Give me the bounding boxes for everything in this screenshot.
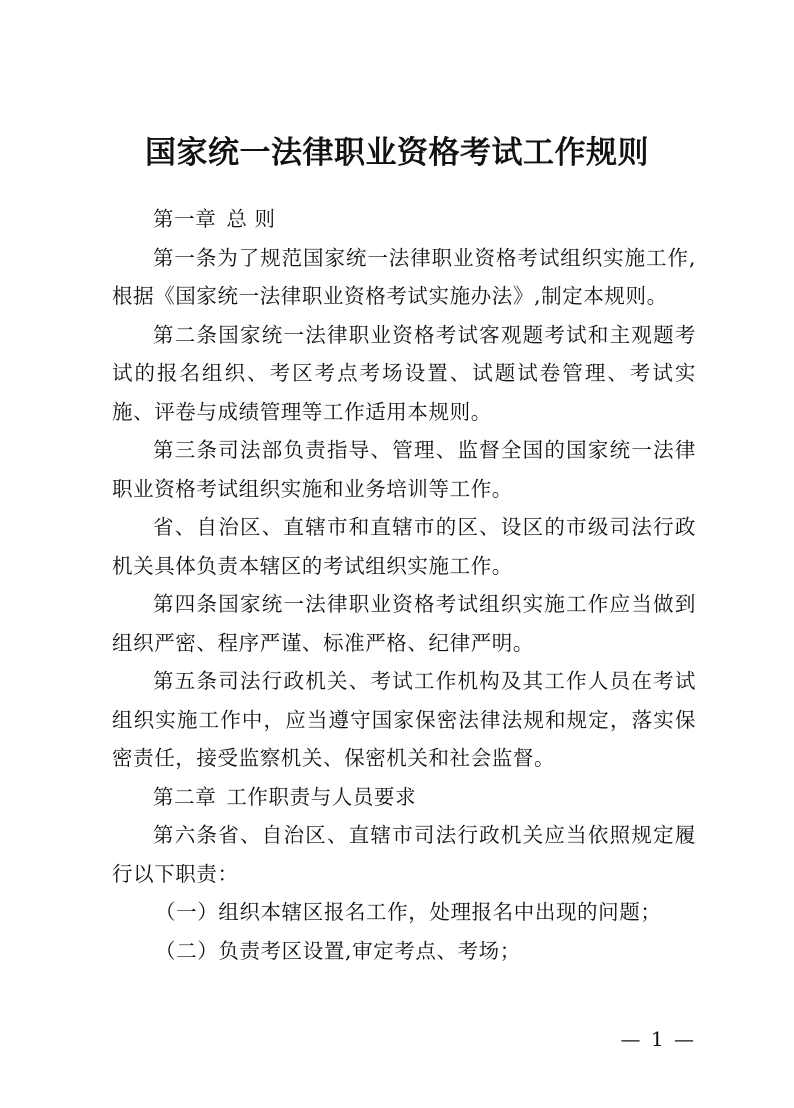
document-title: 国家统一法律职业资格考试工作规则: [145, 135, 649, 171]
article-6: 第六条省、自治区、直辖市司法行政机关应当依照规定履行以下职责：: [112, 823, 696, 886]
chapter-one-label: 第一章: [153, 207, 217, 231]
article-3: 第三条司法部负责指导、管理、监督全国的国家统一法律职业资格考试组织实施和业务培训等工作。: [112, 438, 696, 501]
chapter-one-heading: [112, 200, 696, 239]
article-4: 第四条国家统一法律职业资格考试组织实施工作应当做到组织严密、程序严谨、标准严格、纪律严明。: [112, 592, 696, 655]
page-number: — 1 —: [620, 1027, 696, 1051]
article-2: 第二条国家统一法律职业资格考试客观题考试和主观题考试的报名组织、考区考点考场设置、试题试卷管理、考试实施、评卷与成绩管理等工作适用本规则。: [112, 322, 696, 424]
article-6-item-2: （二）负责考区设置,审定考点、考场；: [155, 938, 521, 963]
document-body: [112, 200, 696, 970]
article-1: 第一条为了规范国家统一法律职业资格考试组织实施工作,根据《国家统一法律职业资格考试实施办法》,制定本规则。: [112, 245, 696, 308]
chapter-two-heading: [112, 778, 696, 817]
chapter-two-label: 第二章: [153, 784, 217, 809]
article-6-item-1: （一）组织本辖区报名工作，处理报名中出现的问题；: [155, 900, 662, 924]
article-3-continued: 省、自治区、直辖市和直辖市的区、设区的市级司法行政机关具体负责本辖区的考试组织实施工作。: [112, 515, 696, 578]
chapter-one-name: 总 则: [226, 207, 276, 231]
article-5: 第五条司法行政机关、考试工作机构及其工作人员在考试组织实施工作中，应当遵守国家保密法律法规和规定，落实保密责任，接受监察机关、保密机关和社会监督。: [112, 669, 696, 770]
chapter-two-name: 工作职责与人员要求: [226, 784, 417, 809]
